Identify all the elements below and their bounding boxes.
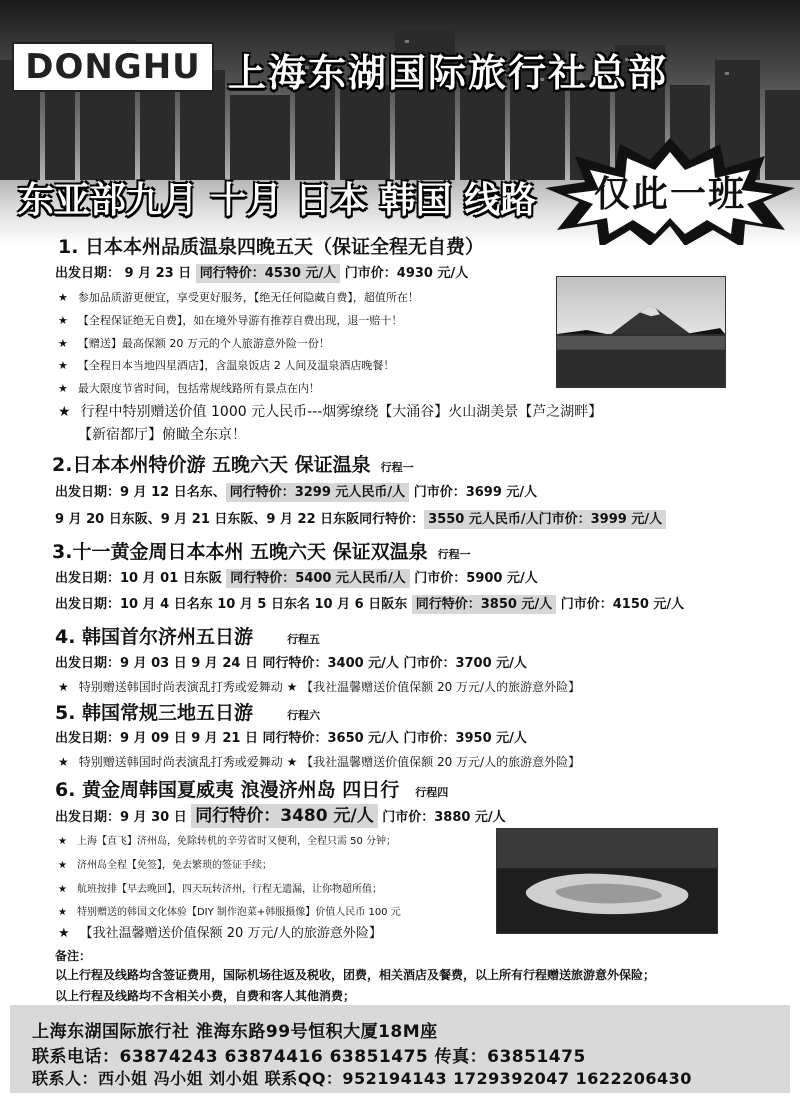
tour-6-bullet [58,832,396,847]
bullet-text: 特别赠送韩国时尚表演乱打秀或爱舞动 ★ 【我社温馨赠送价值保额 20 万元/人的旅游意外险】 [78,680,581,694]
star-icon: ★ [58,404,71,420]
bullet-text: 航班按排【早去晚回】，四天玩转济州，行程无遗漏，让你物超所值； [76,884,382,895]
tour-4-title [55,622,320,649]
itinerary-tag: 行程五 [287,633,321,646]
tour-2-departure [55,481,537,500]
tour-6-bullet [58,880,382,895]
notes-line-1: 以上行程及线路均含签证费用，国际机场往返及税收，团费，相关酒店及餐费，以上所有行程赠送旅游意外保险； [55,968,656,982]
burst-label: 仅此一班 [593,174,746,215]
itinerary-tag: 行程四 [415,786,449,799]
peer-price: 3550 元人民币/人门市价：3999 元/人 [424,510,666,529]
tour-3-departure [55,567,538,586]
bullet-text: 【赠送】最高保额 20 万元的个人旅游意外险一份！ [77,337,330,350]
tour-6-departure [55,801,506,826]
departure-text: 9 月 20 日东阪、9 月 21 日东阪、9 月 22 日东阪同行特价： [55,512,425,527]
bullet-text: 行程中特别赠送价值 1000 元人民币---烟雾缭绕【大涌谷】火山湖美景【芦之湖畔】 [80,404,603,420]
departure-text: 出发日期：10 月 01 日东阪 [55,571,227,586]
star-icon: ★ [58,359,68,372]
star-icon: ★ [58,836,67,847]
tour-6-big-bullet [58,922,382,941]
route-title: 东亚部九月 十月 日本 韩国 线路 [18,180,537,221]
star-icon: ★ [58,291,68,304]
itinerary-tag: 行程一 [437,548,471,561]
mount-fuji-photo [556,276,726,388]
peer-price: 同行特价：4530 元/人 [196,264,340,283]
bullet-text: 【我社温馨赠送价值保额 20 万元/人的旅游意外险】 [79,926,382,941]
footer-address: 上海东湖国际旅行社 淮海东路99号恒积大厦18M座 [32,1022,438,1042]
tour-2-departure [55,508,666,527]
tour-6-title [55,775,448,802]
tour-2-title [52,450,414,477]
tour-2-title-text: 2.日本本州特价游 五晚六天 保证温泉 [52,454,371,476]
tour-6-bullet [58,903,401,918]
bullet-text: 上海【直飞】济州岛，免除转机的辛劳省时又便利，全程只需 50 分钟； [76,836,397,847]
retail-price: 门市价：5900 元/人 [409,571,538,586]
tour-4-title-text: 4. 韩国首尔济州五日游 [55,626,254,648]
header-banner [0,0,800,245]
departure-text: 出发日期： 9 月 23 日 [55,266,196,281]
tour-5-departure: 出发日期：9 月 09 日 9 月 21 日 同行特价：3650 元/人 门市价：3950 元/人 [55,731,527,746]
star-icon: ★ [58,680,69,694]
peer-price: 同行特价：3299 元人民币/人 [226,483,409,502]
peer-price: 同行特价：3850 元/人 [412,595,556,614]
retail-price: 门市价：3880 元/人 [377,810,506,825]
itinerary-tag: 行程一 [380,461,414,474]
star-icon: ★ [58,755,69,769]
tour-5-bullet [58,753,580,770]
itinerary-tag: 行程六 [287,709,321,722]
departure-text: 出发日期：9 月 30 日 [55,810,192,825]
tour-3-title-text: 3.十一黄金周日本本州 五晚六天 保证双温泉 [52,541,428,563]
bullet-text: 参加品质游更便宜，享受更好服务，【绝无任何隐藏自费】，超值所在！ [77,291,419,304]
departure-text: 出发日期：10 月 4 日名东 10 月 5 日东名 10 月 6 日阪东 [55,597,412,612]
bullet-text: 【全程保证绝无自费】，如在境外导游有推荐自费出现，退一赔十！ [77,314,403,327]
star-icon: ★ [58,382,68,395]
bullet-text: 济州岛全程【免签】，免去繁琐的签证手续； [76,860,272,871]
logo-text: DONGHU [25,47,201,87]
tour-1-bullet [58,312,402,328]
notes-label: 备注： [55,949,92,963]
tour-5-title [55,698,320,725]
bullet-text: 【全程日本当地四星酒店】，含温泉饭店 2 人间及温泉酒店晚餐！ [77,359,395,372]
peer-price: 同行特价：3480 元/人 [191,804,377,828]
tour-5-title-text: 5. 韩国常规三地五日游 [55,702,254,724]
tour-4-bullet [58,678,580,695]
retail-price: 门市价：3699 元/人 [409,485,538,500]
tour-1-bullet [58,335,330,351]
star-icon: ★ [58,884,67,895]
star-icon: ★ [58,337,68,350]
tour-3-departure [55,593,684,612]
departure-text: 出发日期：9 月 12 日名东、 [55,485,226,500]
tour-1-bullet [58,380,320,396]
notes-line-2: 以上行程及线路均不含相关小费，自费和客人其他消费； [55,989,356,1003]
retail-price: 门市价：4150 元/人 [556,597,685,612]
tour-1-bullet [58,289,419,305]
bullet-text: 特别赠送的韩国文化体验【DIY 制作泡菜+韩服摄像】价值人民币 100 元 [76,907,401,918]
tour-1-title: 1. 日本本州品质温泉四晚五天（保证全程无自费） [58,236,485,258]
tour-1-big-bullet [58,401,602,421]
star-icon: ★ [58,860,67,871]
tour-6-title-text: 6. 黄金周韩国夏威夷 浪漫济州岛 四日行 [55,779,400,801]
tour-3-title [52,537,471,564]
bullet-text: 特别赠送韩国时尚表演乱打秀或爱舞动 ★ 【我社温馨赠送价值保额 20 万元/人的旅游意外险】 [78,755,581,769]
star-icon: ★ [58,926,70,941]
peer-price: 同行特价：5400 元人民币/人 [226,569,409,588]
jeju-island-photo [496,828,718,934]
company-title: 上海东湖国际旅行社总部 [228,51,669,95]
contact-footer [10,1005,790,1093]
tour-6-bullet [58,856,272,871]
star-icon: ★ [58,314,68,327]
footer-contacts: 联系人：西小姐 冯小姐 刘小姐 联系QQ：952194143 1729392047 1622206430 [32,1069,692,1088]
tour-1-bullet [58,357,394,373]
tour-1-big-bullet-cont: 【新宿都厅】俯瞰全东京！ [78,427,246,443]
retail-price: 门市价：4930 元/人 [340,266,469,281]
donghu-logo [12,42,214,92]
star-icon: ★ [58,907,67,918]
tour-4-departure: 出发日期：9 月 03 日 9 月 24 日 同行特价：3400 元/人 门市价：3700 元/人 [55,656,527,671]
bullet-text: 最大限度节省时间，包括常规线路所有景点在内！ [77,382,320,395]
footer-phone: 联系电话：63874243 63874416 63851475 传真：63851475 [32,1047,586,1067]
tour-1-departure [55,262,468,281]
